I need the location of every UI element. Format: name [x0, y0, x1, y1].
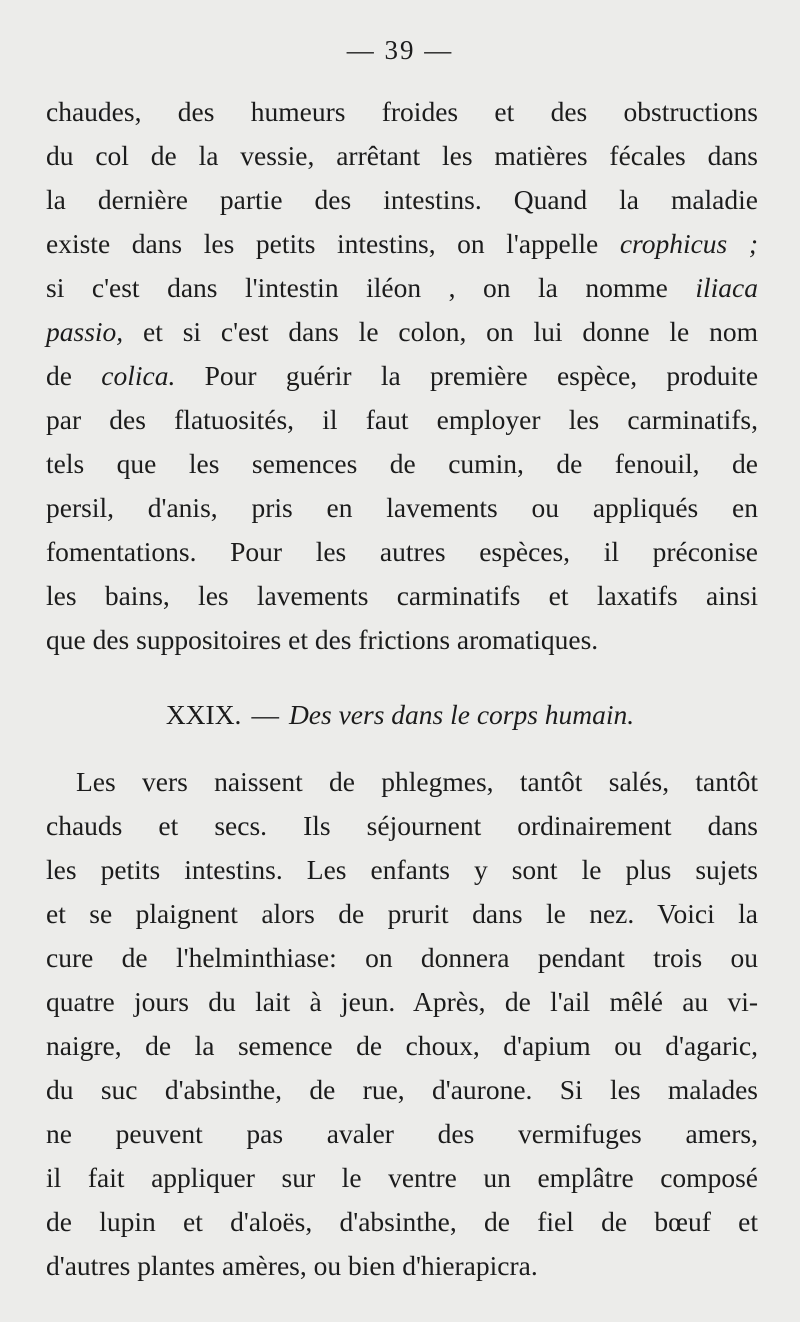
text-line: du col de la vessie, arrêtant les matières fécales dans	[46, 140, 758, 171]
text-line: naigre, de la semence de choux, d'apium ou d'agaric,	[46, 1030, 758, 1061]
latin-term: colica.	[101, 360, 176, 391]
text-line: tels que les semences de cumin, de fenouil, de	[46, 448, 758, 479]
text-line: chauds et secs. Ils séjournent ordinairement dans	[46, 810, 758, 841]
latin-term: passio,	[46, 316, 124, 347]
text-segment: si c'est dans l'intestin iléon , on la nomme	[46, 272, 668, 303]
text-line: et se plaignent alors de prurit dans le nez. Voici la	[46, 898, 758, 929]
latin-term: iliaca	[695, 272, 758, 303]
paragraph-1	[46, 90, 758, 662]
text-line: du suc d'absinthe, de rue, d'aurone. Si les malades	[46, 1074, 758, 1105]
text-segment: existe dans les petits intestins, on l'appelle	[46, 228, 599, 259]
text-line: d'autres plantes amères, ou bien d'hierapicra.	[46, 1250, 538, 1281]
text-line: il fait appliquer sur le ventre un emplâtre composé	[46, 1162, 758, 1193]
text-line: que des suppositoires et des frictions aromatiques.	[46, 624, 599, 655]
text-segment: Pour guérir la première espèce, produite	[204, 360, 759, 391]
text-line	[46, 266, 758, 310]
paragraph-2	[46, 760, 758, 1288]
section-number: XXIX.	[165, 699, 242, 730]
text-line: la dernière partie des intestins. Quand la maladie	[46, 184, 758, 215]
text-line: ne peuvent pas avaler des vermifuges amers,	[46, 1118, 758, 1149]
text-segment: et si c'est dans le colon, on lui donne le nom	[143, 316, 758, 347]
text-segment: de	[46, 360, 72, 391]
text-line	[46, 354, 758, 398]
text-line: fomentations. Pour les autres espèces, il préconise	[46, 536, 758, 567]
text-line: par des flatuosités, il faut employer les carminatifs,	[46, 404, 758, 435]
text-line: quatre jours du lait à jeun. Après, de l'ail mêlé au vi-	[46, 986, 758, 1017]
text-line: persil, d'anis, pris en lavements ou appliqués en	[46, 492, 758, 523]
section-title: Des vers dans le corps humain.	[288, 699, 635, 730]
text-line	[46, 222, 758, 266]
text-line: Les vers naissent de phlegmes, tantôt salés, tantôt	[76, 766, 758, 797]
section-dash: —	[251, 699, 279, 730]
text-line	[46, 310, 758, 354]
latin-term: crophicus ;	[619, 228, 759, 259]
text-line: cure de l'helminthiase: on donnera pendant trois ou	[46, 942, 758, 973]
text-line: de lupin et d'aloës, d'absinthe, de fiel de bœuf et	[46, 1206, 758, 1237]
text-line: les petits intestins. Les enfants y sont le plus sujets	[46, 854, 758, 885]
section-heading	[0, 695, 800, 735]
text-line: chaudes, des humeurs froides et des obstructions	[46, 96, 758, 127]
page-number: — 39 —	[346, 35, 454, 65]
text-line: les bains, les lavements carminatifs et laxatifs ainsi	[46, 580, 758, 611]
